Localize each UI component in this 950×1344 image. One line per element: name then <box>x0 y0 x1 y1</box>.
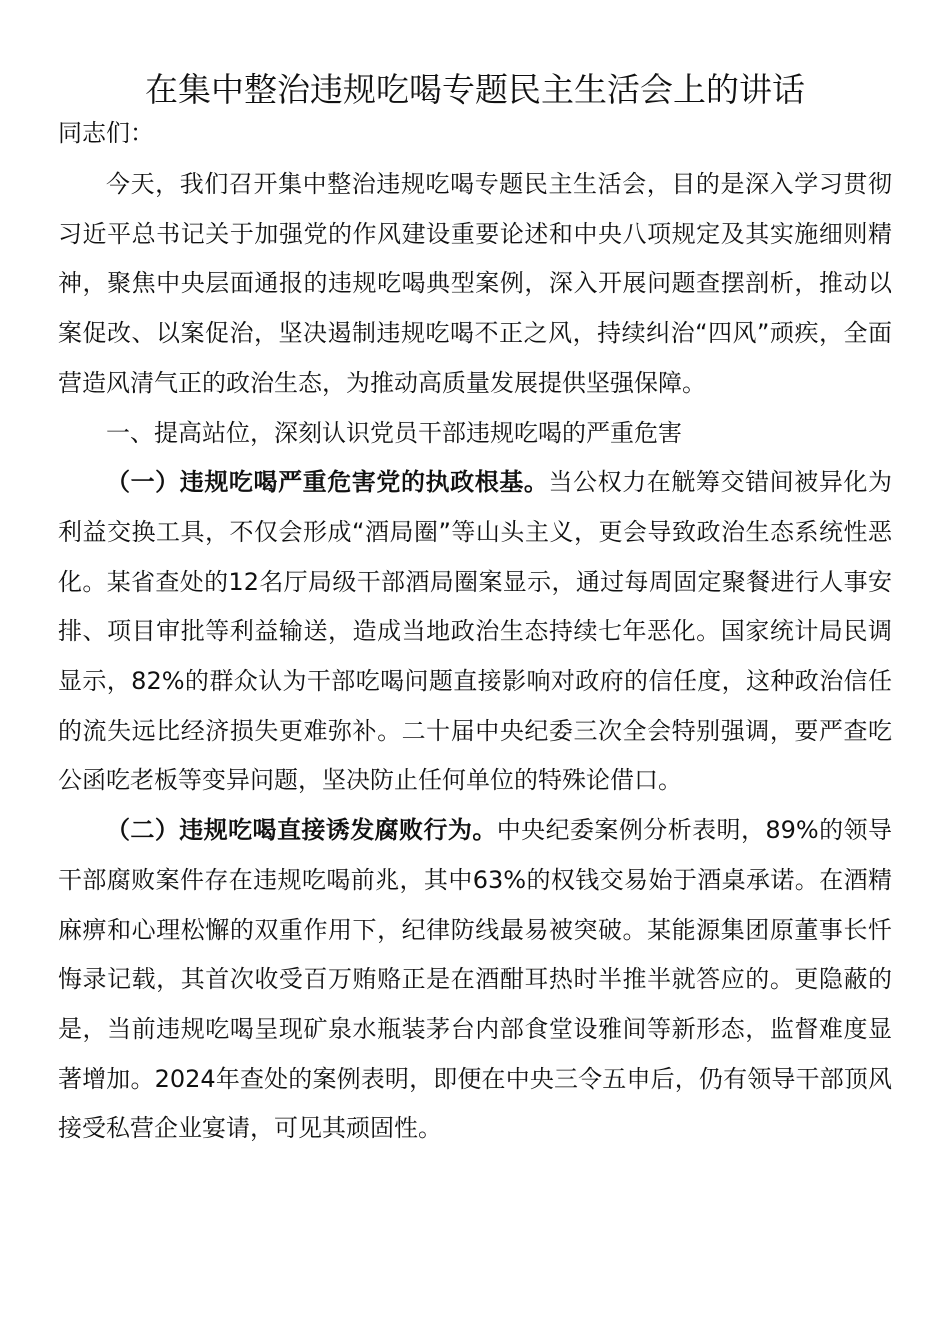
intro-paragraph: 今天，我们召开集中整治违规吃喝专题民主生活会，目的是深入学习贯彻习近平总书记关于加强党的作风建设重要论述和中央八项规定及其实施细则精神，聚焦中央层面通报的违规吃喝典型案例，深入开展问题查摆剖析，推动以案促改、以案促治，坚决遏制违规吃喝不正之风，持续纠治“四风”顽疾，全面营造风清气正的政治生态，为推动高质量发展提供坚强保障。 <box>58 170 892 397</box>
salutation: 同志们： <box>58 119 154 147</box>
point-text-2: 中央纪委案例分析表明，89%的领导干部腐败案件存在违规吃喝前兆，其中63%的权钱交易始于酒桌承诺。在酒精麻痹和心理松懈的双重作用下，纪律防线最易被突破。某能源集团原董事长忏悔录记载，其首次收受百万贿赂正是在酒酣耳热时半推半就答应的。更隐蔽的是，当前违规吃喝呈现矿泉水瓶装茅台内部食堂设雅间等新形态，监督难度显著增加。2024年查处的案例表明，即便在中央三令五申后，仍有领导干部顶风接受私营企业宴请，可见其顽固性。 <box>58 816 892 1143</box>
document-page <box>58 62 892 1154</box>
point-lead-2: （二）违规吃喝直接诱发腐败行为。 <box>106 816 497 845</box>
document-title: 在集中整治违规吃喝专题民主生活会上的讲话 <box>145 70 805 109</box>
point-lead-1: （一）违规吃喝严重危害党的执政根基。 <box>106 468 549 497</box>
point-paragraph-1 <box>58 458 892 806</box>
point-paragraph-2 <box>58 806 892 1154</box>
section-heading-1: 一、提高站位，深刻认识党员干部违规吃喝的严重危害 <box>106 418 682 447</box>
point-text-1: 当公权力在觥筹交错间被异化为利益交换工具，不仅会形成“酒局圈”等山头主义，更会导致政治生态系统性恶化。某省查处的12名厅局级干部酒局圈案显示，通过每周固定聚餐进行人事安排、项目审批等利益输送，造成当地政治生态持续七年恶化。国家统计局民调显示，82%的群众认为干部吃喝问题直接影响对政府的信任度，这种政治信任的流失远比经济损失更难弥补。二十届中央纪委三次全会特别强调，要严查吃公函吃老板等变异问题，坚决防止任何单位的特殊论借口。 <box>58 468 893 795</box>
